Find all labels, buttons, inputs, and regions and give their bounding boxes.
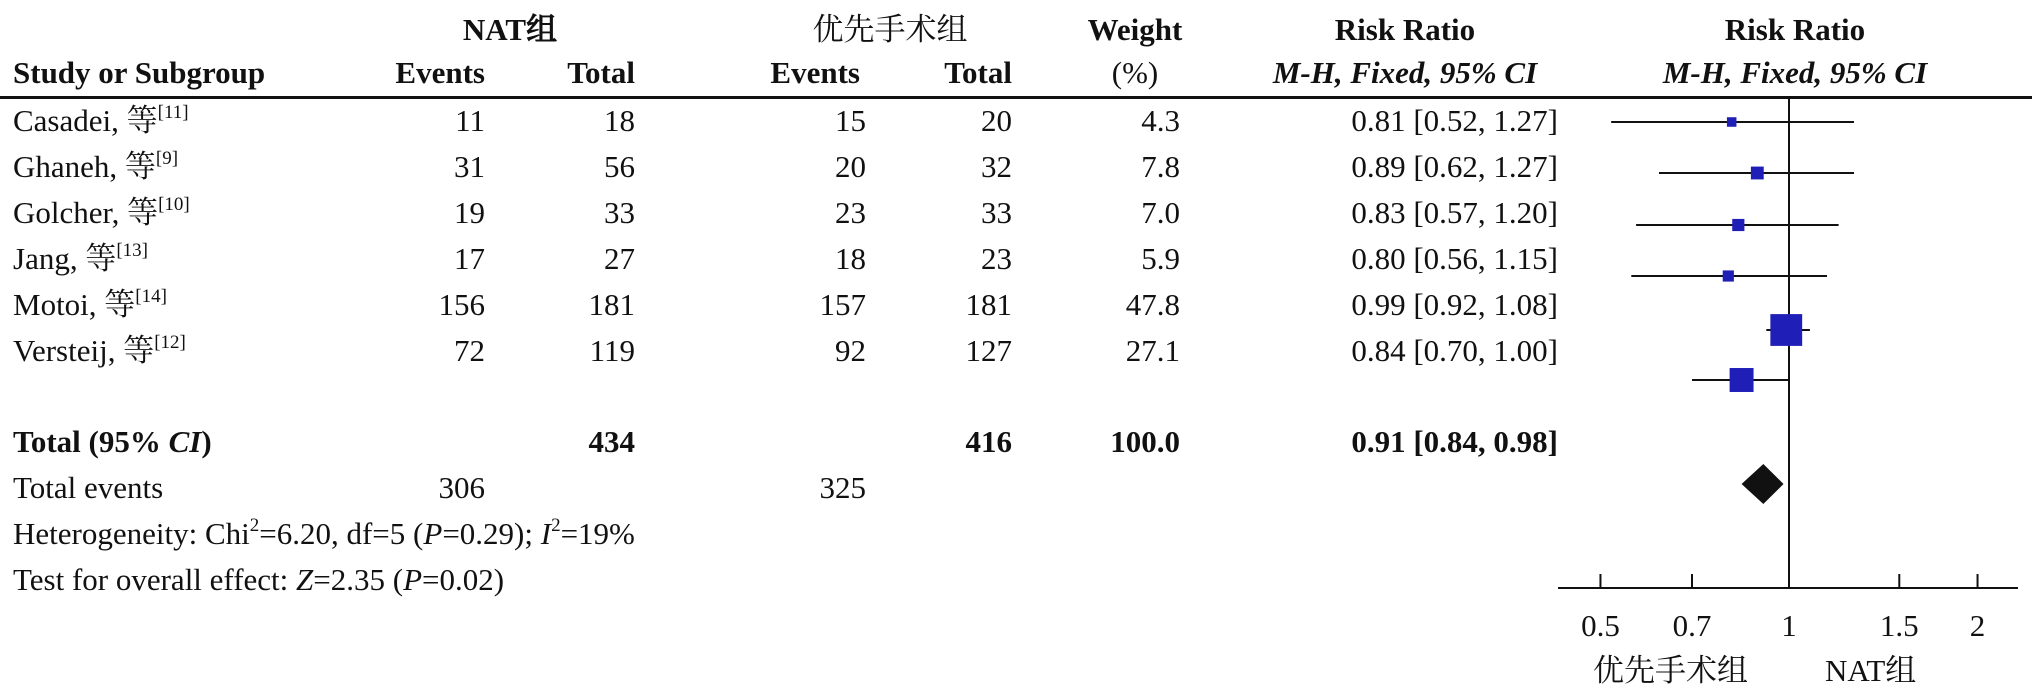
rr-cell: 0.84 [0.70, 1.00] [1351,333,1558,368]
weight-cell: 4.3 [1141,103,1180,138]
events2-cell: 92 [835,333,866,368]
rr-header-method: M-H, Fixed, 95% CI [1272,55,1538,90]
total2-cell: 32 [981,149,1012,184]
study-point-square [1723,270,1734,281]
total-events1: 306 [438,470,485,505]
total1-header: Total [567,55,635,90]
x-axis-tick-label: 0.5 [1581,608,1620,643]
study-point-square [1770,314,1802,346]
study-column-header: Study or Subgroup [13,55,266,90]
total2-cell: 23 [981,241,1012,276]
plot-header-method: M-H, Fixed, 95% CI [1662,55,1928,90]
total1-cell: 18 [604,103,635,138]
total-weight: 100.0 [1110,424,1180,459]
total-label: Total (95% CI) [13,424,212,459]
rr-cell: 0.81 [0.52, 1.27] [1351,103,1558,138]
total2-header: Total [944,55,1012,90]
total1-sum: 434 [588,424,635,459]
events1-header: Events [395,55,485,90]
events1-cell: 156 [438,287,485,322]
x-axis-tick-label: 2 [1969,608,1986,643]
events1-cell: 11 [455,103,485,138]
total1-cell: 119 [589,333,635,368]
events1-cell: 19 [454,195,485,230]
weight-cell: 7.0 [1141,195,1180,230]
events2-cell: 157 [819,287,866,322]
study-name: Jang, 等[13] [13,240,148,276]
favours-right-label: NAT组 [1825,653,1917,688]
events2-cell: 23 [835,195,866,230]
plot-header-title: Risk Ratio [1724,12,1866,47]
study-name: Ghaneh, 等[9] [13,148,179,184]
overall-effect-text: Test for overall effect: Z=2.35 (P=0.02) [13,562,505,597]
total2-cell: 33 [981,195,1012,230]
study-point-square [1732,219,1744,231]
weight-unit-header: (%) [1111,55,1159,90]
total-rr: 0.91 [0.84, 0.98] [1351,424,1558,459]
total-events-label: Total events [13,470,164,505]
weight-cell: 7.8 [1141,149,1180,184]
events1-cell: 72 [454,333,485,368]
study-name: Casadei, 等[11] [13,102,189,138]
total2-cell: 181 [965,287,1012,322]
study-name: Versteij, 等[12] [13,332,186,368]
study-point-square [1751,167,1764,180]
total2-cell: 20 [981,103,1012,138]
events2-cell: 15 [835,103,866,138]
x-axis-tick-label: 1.5 [1879,608,1919,643]
total1-cell: 27 [604,241,635,276]
study-point-square [1730,368,1754,392]
events1-cell: 17 [454,241,485,276]
x-axis-tick-label: 0.7 [1672,608,1712,643]
total1-cell: 181 [588,287,635,322]
rr-cell: 0.83 [0.57, 1.20] [1351,195,1558,230]
group1-header: NAT组 [462,12,558,47]
total-events2: 325 [819,470,866,505]
rr-cell: 0.89 [0.62, 1.27] [1351,149,1558,184]
weight-cell: 5.9 [1141,241,1180,276]
group2-header: 优先手术组 [812,12,968,47]
pooled-estimate-diamond [1742,464,1784,504]
study-name: Motoi, 等[14] [13,286,167,322]
study-point-square [1727,117,1737,127]
total2-sum: 416 [965,424,1012,459]
total2-cell: 127 [965,333,1012,368]
weight-header: Weight [1087,12,1183,47]
events2-cell: 20 [835,149,866,184]
x-axis-tick-label: 1 [1781,608,1797,643]
weight-cell: 27.1 [1125,333,1180,368]
study-name: Golcher, 等[10] [13,194,190,230]
events2-header: Events [770,55,860,90]
total1-cell: 56 [604,149,635,184]
rr-cell: 0.99 [0.92, 1.08] [1351,287,1558,322]
weight-cell: 47.8 [1125,287,1180,322]
total1-cell: 33 [604,195,635,230]
rr-cell: 0.80 [0.56, 1.15] [1351,241,1558,276]
rr-header-title: Risk Ratio [1334,12,1476,47]
events1-cell: 31 [454,149,485,184]
events2-cell: 18 [835,241,866,276]
heterogeneity-text: Heterogeneity: Chi$^2$=6.20, df=5 (P=0.29); $I^2=19\%$ [13,515,635,551]
favours-left-label: 优先手术组 [1593,653,1748,688]
